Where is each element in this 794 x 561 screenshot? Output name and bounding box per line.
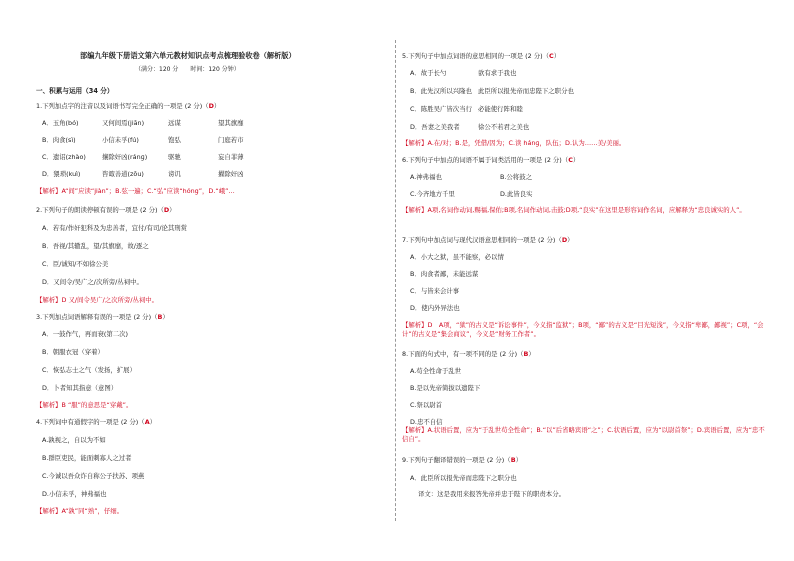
q6-stem: 6.下列句子中加点的词语不属于词类活用的一项是 (2 分)（C） xyxy=(402,156,580,164)
q9-option-a: A．此臣所以报先帝而忠陛下之职分也 xyxy=(410,474,517,482)
q8-analysis: 【解析】A.状语后置，应为“于乱世苟全性命”；B.“以”后省略宾语“之”；C.状语后置，应为“以尉首祭”；D.宾语后置，应为“忠不信自”。 xyxy=(402,426,765,443)
q7-stem: 7.下列句中加点词与现代汉语意思相同的一项是 (2 分)（D） xyxy=(402,236,574,244)
q5-answer: C xyxy=(549,52,554,60)
q4-option-d: D.小信未孚，神弗福也 xyxy=(42,490,107,498)
q5-row-a: A．故于长勺 欲有求于我也 xyxy=(410,69,517,77)
q2-answer: D xyxy=(163,206,170,214)
q5-analysis: 【解析】A.在/对；B.是，凭借/因为；C.读 hánɡ，队伍；D.认为……美/美丽。 xyxy=(402,139,626,147)
q1-stem: 1.下列加点字的注音以及词语书写完全正确的一项是 (2 分)（D） xyxy=(36,102,221,110)
q2-option-a: A．若有/作奸犯科及为忠善者，宜付/有司/论其刑赏 xyxy=(42,224,188,232)
q7-answer: D xyxy=(561,236,568,244)
page-title: 部编九年级下册语文第六单元教材知识点考点梳理验收卷（解析版） xyxy=(80,51,296,60)
q7-option-b: B．肉食者鄙，未能远谋 xyxy=(410,270,479,278)
q3-analysis: 【解析】B “服”的意思是“穿戴”。 xyxy=(36,401,133,409)
q3-option-b: B．朝服衣冠（穿着） xyxy=(42,348,104,356)
section-heading: 一、积累与运用（34 分） xyxy=(36,87,114,95)
q4-answer: A xyxy=(144,418,150,426)
q9-answer: B xyxy=(510,456,516,464)
q2-option-d: D．又间令/吴广之/次所旁/丛祠中。 xyxy=(42,278,143,286)
q3-option-c: C．恢弘志士之气（发扬，扩展） xyxy=(42,366,136,374)
q2-stem: 2.下列句子的朗读停顿有误的一项是 (2 分)（D） xyxy=(36,206,176,214)
q5-row-d: D．吾妻之美我者 徐公不若君之美也 xyxy=(410,123,530,131)
q3-answer: B xyxy=(157,313,163,321)
q8-stem: 8.下面的句式中，有一项不同的是 (2 分)（B） xyxy=(402,350,535,358)
q1-answer: D xyxy=(208,102,214,110)
q3-option-a: A．一鼓作气，再而衰(第二次) xyxy=(42,330,129,338)
q8-option-a: A.苟全性命于乱世 xyxy=(410,367,462,375)
q8-option-c: C.祭以尉首 xyxy=(410,401,443,409)
q6-row-1: A.神弗福也 B.公将鼓之 xyxy=(410,173,532,181)
q3-option-d: D．卜者知其指意（意图） xyxy=(42,384,118,392)
q7-analysis: 【解析】D A项，“狱”的古义是“诉讼事件”，今义指“监狱”；B项，“鄙”的古义是“目光短浅”，今义指“卑鄙，鄙视”；C项，“会计”的古义是“集会商议”，今义是“财务工作者”。 xyxy=(402,321,764,338)
q2-option-b: B．吾视/其辙乱，望/其旗靡，故/逐之 xyxy=(42,242,149,250)
q6-analysis: 【解析】A项,名词作动词,赐福,保佑;B项,名词作动词,击鼓;D项,“良实”在这里是形容词作名词，应解释为“忠良诚实的人”。 xyxy=(402,206,746,214)
q7-option-c: C．与皆来会计事 xyxy=(410,287,460,295)
q8-answer: B xyxy=(523,350,529,358)
q5-row-c: C．陈胜吴广皆次当行 必能使行阵和睦 xyxy=(410,105,523,113)
q7-option-a: A．小大之狱，虽不能察，必以情 xyxy=(410,253,504,261)
q4-option-b: B.群臣吏民，能面刺寡人之过者 xyxy=(42,454,132,462)
q1-row-d: D．猥琐(kuì) 咨诹善道(zōu) 谤讥 擢除奸凶 xyxy=(42,170,244,178)
q4-option-a: A.孰视之，自以为不如 xyxy=(42,436,106,444)
q4-stem: 4.下列词中有通假字的一项是 (2 分)（A） xyxy=(36,418,157,426)
column-divider xyxy=(395,40,396,521)
q4-option-c: C.今诚以吾众诈自称公子扶苏、项燕 xyxy=(42,472,145,480)
q1-analysis: 【解析】A“间”应读“jiàn”；B.弦一遍；C.“弘”应读“hóng”，D.“峨”… xyxy=(36,187,235,195)
q1-row-a: A．玉角(bó) 又何间焉(jiān) 远谋 望其旗靡 xyxy=(42,119,244,127)
q3-stem: 3.下列加点词语解释有误的一项是 (2 分)（B） xyxy=(36,313,169,321)
q1-row-b: B．肉食(sì) 小信未孚(fú) 饱弘 门庭若市 xyxy=(42,136,244,144)
page-subtitle: （满分：120 分 时间：120 分钟） xyxy=(135,66,240,73)
q8-option-d: D.忠不自信 xyxy=(410,418,443,426)
q9-stem: 9.下列句子翻译错误的一项是 (2 分)（B） xyxy=(402,456,522,464)
q6-row-2: C.今齐地方千里 D.此皆良实 xyxy=(410,190,533,198)
q5-stem: 5.下列句子中加点词语的意思相同的一项是 (2 分)（C） xyxy=(402,52,561,60)
q1-row-c: C．遗诏(zhào) 攘除奸凶(ránɡ) 驱驰 妄自菲薄 xyxy=(42,153,244,161)
q5-row-b: B．此先汉所以兴隆也 此臣所以报先帝而忠陛下之职分也 xyxy=(410,87,574,95)
q7-option-d: D．使内外异法也 xyxy=(410,304,460,312)
q8-option-b: B.是以先帝简拔以遗陛下 xyxy=(410,384,481,392)
q9-translation: 译文：这是我用来报答先帝并忠于陛下的职责本分。 xyxy=(418,490,565,498)
q2-analysis: 【解析】D 又/间令吴广/之次所旁/丛祠中。 xyxy=(36,296,159,304)
q6-answer: C xyxy=(568,156,573,164)
q4-analysis: 【解析】A“孰”同“熟”，仔细。 xyxy=(36,507,124,515)
q2-option-c: C．臣/诚知/不如徐公美 xyxy=(42,260,109,268)
